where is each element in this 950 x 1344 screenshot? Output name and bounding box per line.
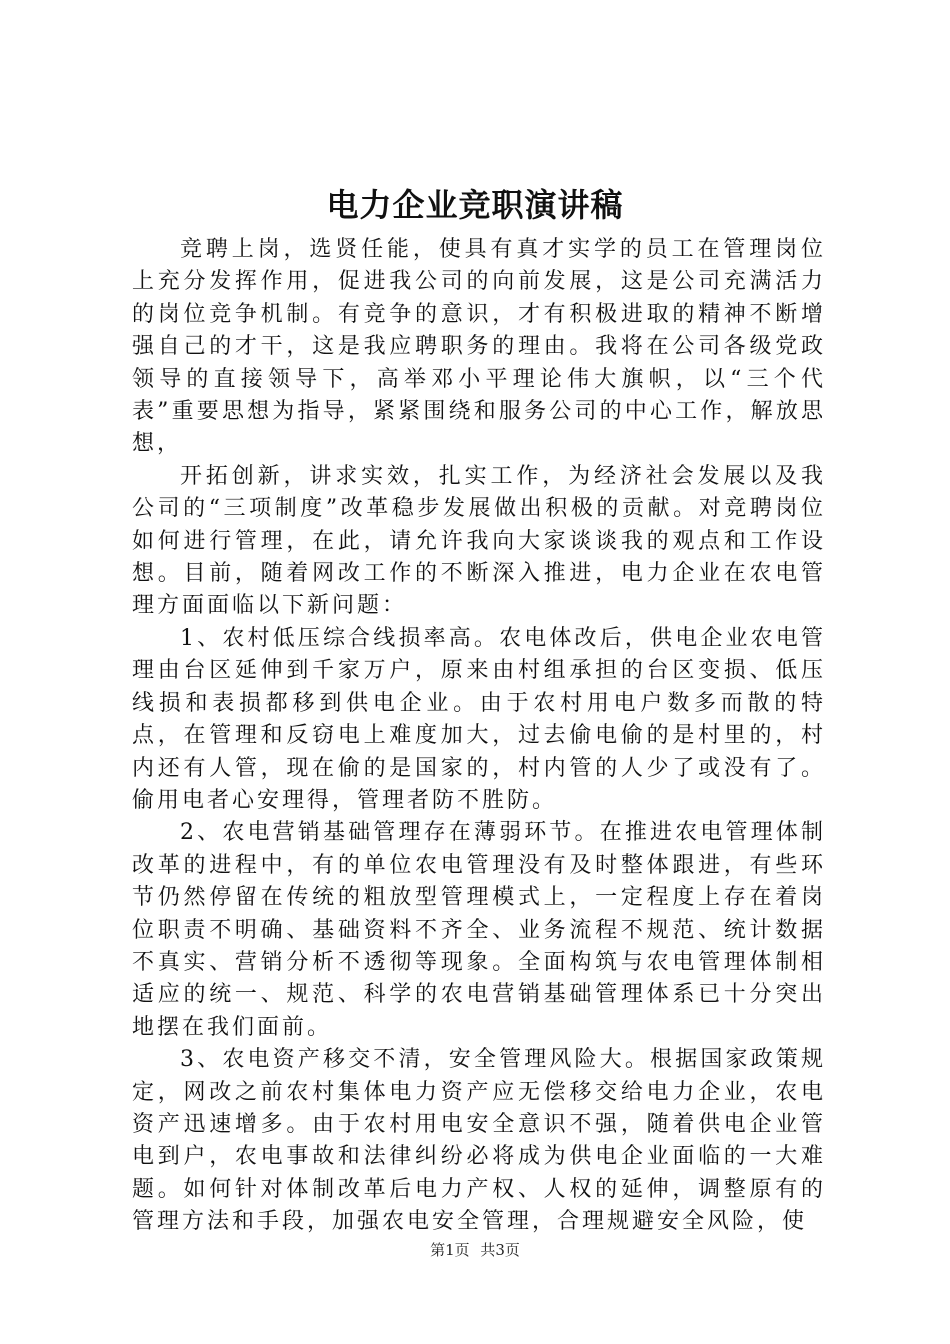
- paragraph-point-1: 1、农村低压综合线损率高。农电体改后，供电企业农电管理由台区延伸到千家万户，原来由村组承担的台区变损、低压线损和表损都移到供电企业。由于农村用电户数多而散的特点，在管理和反窃电上难度加大，过去偷电偷的是村里的，村内还有人管，现在偷的是国家的，村内管的人少了或没有了。偷用电者心安理得，管理者防不胜防。: [132, 625, 826, 813]
- paragraph-point-3: 3、农电资产移交不清，安全管理风险大。根据国家政策规定，网改之前农村集体电力资产应无偿移交给电力企业，农电资产迅速增多。由于农村用电安全意识不强，随着供电企业管电到户，农电事故和法律纠纷必将成为供电企业面临的一大难题。如何针对体制改革后电力产权、人权的延伸，调整原有的管理方法和手段，加强农电安全管理，合理规避安全风险，使: [132, 1047, 826, 1235]
- paragraph-point-2: 2、农电营销基础管理存在薄弱环节。在推进农电管理体制改革的进程中，有的单位农电管理没有及时整体跟进，有些环节仍然停留在传统的粗放型管理模式上，一定程度上存在着岗位职责不明确、基础资料不齐全、业务流程不规范、统计数据不真实、营销分析不透彻等现象。全面构筑与农电管理体制相适应的统一、规范、科学的农电营销基础管理体系已十分突出地摆在我们面前。: [132, 820, 826, 1040]
- page-total: 共3页: [480, 1241, 520, 1259]
- page-number: 第1页: [430, 1241, 470, 1259]
- document-title: 电力企业竞职演讲稿: [326, 186, 624, 224]
- document-body: [132, 234, 826, 1239]
- paragraph-intro: 竞聘上岗，选贤任能，使具有真才实学的员工在管理岗位上充分发挥作用，促进我公司的向前发展，这是公司充满活力的岗位竞争机制。有竞争的意识，才有积极进取的精神不断增强自己的才干，这是我应聘职务的理由。我将在公司各级党政领导的直接领导下，高举邓小平理论伟大旗帜，以“三个代表”重要思想为指导，紧紧围绕和服务公司的中心工作，解放思想，: [132, 237, 826, 457]
- paragraph-problems-intro: 开拓创新，讲求实效，扎实工作，为经济社会发展以及我公司的“三项制度”改革稳步发展做出积极的贡献。对竞聘岗位如何进行管理，在此，请允许我向大家谈谈我的观点和工作设想。目前，随着网改工作的不断深入推进，电力企业在农电管理方面面临以下新问题：: [132, 463, 826, 619]
- page-footer: [0, 1240, 950, 1260]
